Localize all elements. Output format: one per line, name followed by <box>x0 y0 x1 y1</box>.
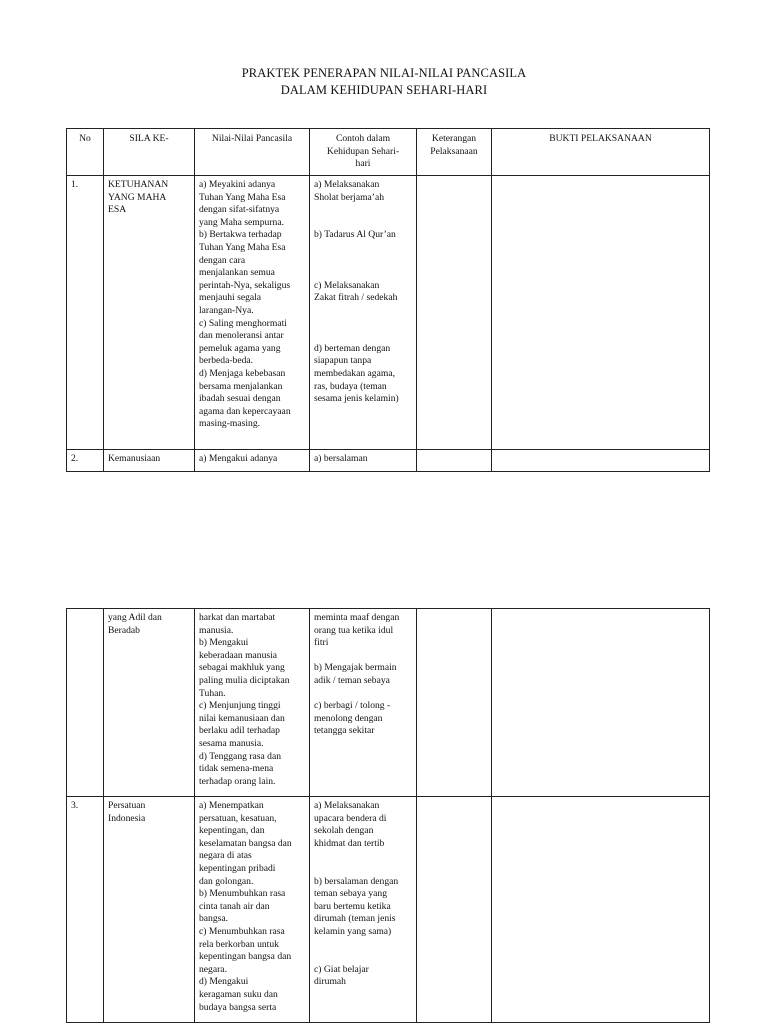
table-row <box>67 609 710 797</box>
nilai-list: a) Meyakini adanya Tuhan Yang Maha Esa dengan sifat-sifatnya yang Maha sempurna. b) Bertakwa terhadap Tuhan Yang Maha Esa dengan cara menjalankan semua perintah-Nya, sekaligus menjauhi segala larangan-Nya. c) Saling menghormati dan menoleransi antar pemeluk agama yang berbeda-beda. d) Menjaga kebebasan bersama menjalankan ibadah sesuai dengan agama dan kepercayaan masing-masing. <box>195 176 310 450</box>
row-number <box>67 609 104 797</box>
row-number: 3. <box>67 797 104 1023</box>
bukti-cell <box>492 609 710 797</box>
contoh-item: b) bersalaman dengan teman sebaya yang baru bertemu ketika dirumah (teman jenis kelamin yang sama) <box>314 875 399 937</box>
keterangan-cell <box>417 797 492 1023</box>
sila-name: Kemanusiaan <box>104 450 195 472</box>
sila-name: Persatuan Indonesia <box>104 797 195 1023</box>
header-no: No <box>67 129 104 176</box>
contoh-item: b) Tadarus Al Qur’an <box>314 229 396 241</box>
contoh-item: a) Melaksanakan upacara bendera di sekolah dengan khidmat dan tertib <box>314 800 387 849</box>
contoh-item: c) Giat belajar dirumah <box>314 963 369 988</box>
keterangan-cell <box>417 450 492 472</box>
nilai-list: a) Menempatkan persatuan, kesatuan, kepentingan, dan keselamatan bangsa dan negara di atas kepentingan pribadi dan golongan. b) Menumbuhkan rasa cinta tanah air dan bangsa. c) Menumbuhkan rasa rela berkorban untuk kepentingan bangsa dan negara. d) Mengakui keragaman suku dan budaya bangsa serta <box>195 797 310 1023</box>
table-row <box>67 450 710 472</box>
row-number: 1. <box>67 176 104 450</box>
table-row <box>67 797 710 1023</box>
contoh-list <box>310 797 417 1023</box>
bukti-cell <box>492 797 710 1023</box>
contoh-item: a) Melaksanakan Sholat berjama’ah <box>314 179 385 203</box>
header-sila: SILA KE- <box>104 129 195 176</box>
header-bukti: BUKTI PELAKSANAAN <box>492 129 710 176</box>
contoh-item: meminta maaf dengan orang tua ketika idul fitri <box>314 612 400 649</box>
document-title-line-2: DALAM KEHIDUPAN SEHARI-HARI <box>280 83 488 97</box>
document-title-line-1: PRAKTEK PENERAPAN NILAI-NILAI PANCASILA <box>241 66 527 80</box>
keterangan-cell <box>417 176 492 450</box>
contoh-list <box>310 176 417 450</box>
bukti-cell <box>492 176 710 450</box>
keterangan-cell <box>417 609 492 797</box>
contoh-list <box>310 609 417 797</box>
table-header-row <box>67 129 710 176</box>
contoh-item: c) berbagi / tolong - menolong dengan tetangga sekitar <box>314 700 391 737</box>
header-keterangan: Keterangan Pelaksanaan <box>417 129 492 176</box>
contoh-item: d) berteman dengan siapapun tanpa membedakan agama, ras, budaya (teman sesama jenis kelamin) <box>314 342 399 405</box>
header-contoh: Contoh dalam Kehidupan Sehari- hari <box>310 129 417 176</box>
contoh-list: a) bersalaman <box>310 450 417 472</box>
sila-name: yang Adil dan Beradab <box>104 609 195 797</box>
table-row <box>67 176 710 450</box>
header-nilai: Nilai-Nilai Pancasila <box>195 129 310 176</box>
nilai-list: harkat dan martabat manusia. b) Mengakui keberadaan manusia sebagai makhluk yang paling mulia diciptakan Tuhan. c) Menjunjung tinggi nilai kemanusiaan dan berlaku adil terhadap sesama manusia. d) Tenggang rasa dan tidak semena-mena terhadap orang lain. <box>195 609 310 797</box>
bukti-cell <box>492 450 710 472</box>
sila-name: KETUHANAN YANG MAHA ESA <box>104 176 195 450</box>
pancasila-table-page-2 <box>66 608 710 1023</box>
pancasila-table-page-1 <box>66 128 710 472</box>
row-number: 2. <box>67 450 104 472</box>
nilai-list: a) Mengakui adanya <box>195 450 310 472</box>
contoh-item: c) Melaksanakan Zakat fitrah / sedekah <box>314 279 398 304</box>
contoh-item: b) Mengajak bermain adik / teman sebaya <box>314 662 397 686</box>
